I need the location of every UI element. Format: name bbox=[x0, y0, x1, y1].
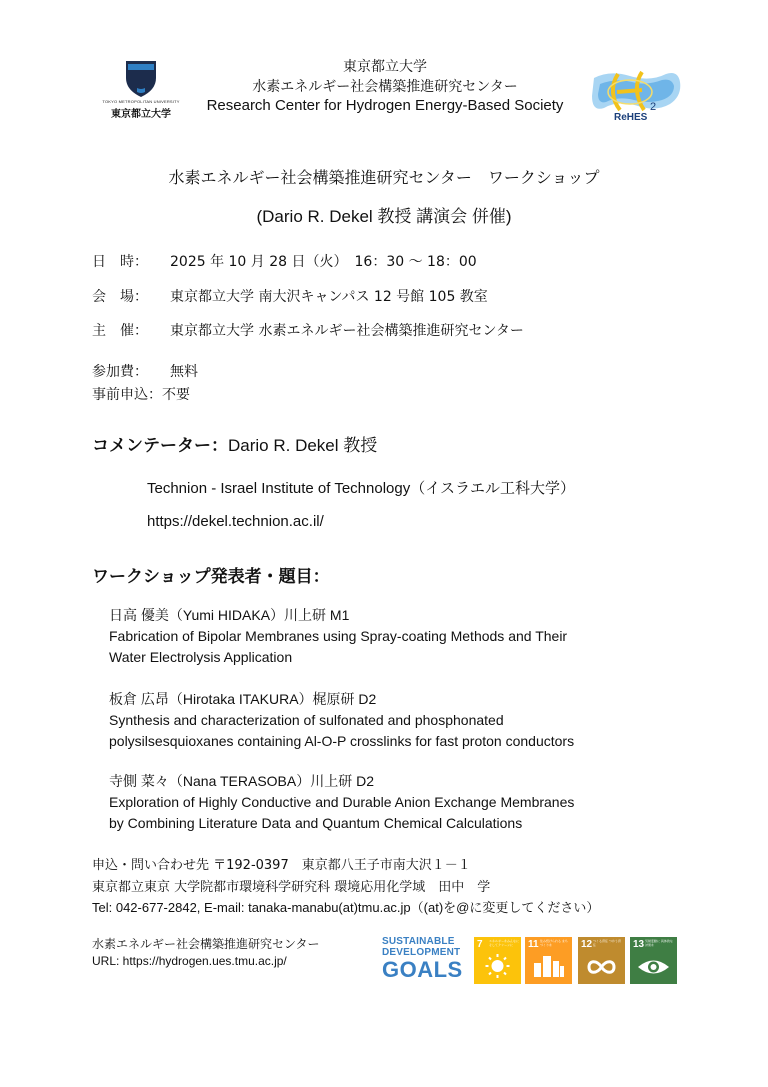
university-shield-icon bbox=[123, 58, 159, 98]
sdg-goal-7 bbox=[474, 937, 521, 984]
org-line-center-en: Research Center for Hydrogen Energy-Based Society bbox=[206, 97, 564, 114]
fee-value: 無料 bbox=[170, 364, 198, 380]
registration-label: 事前申込： bbox=[92, 387, 162, 403]
commentator-heading-label: コメンテーター： bbox=[92, 436, 228, 456]
commentator-heading bbox=[92, 431, 377, 456]
presenter-item bbox=[109, 771, 574, 834]
footer-url[interactable]: URL: https://hydrogen.ues.tmu.ac.jp/ bbox=[92, 954, 287, 968]
contact-department: 東京都立東京 大学院都市環境科学研究科 環境応用化学域 田中 学 bbox=[92, 880, 491, 895]
contact-address: 申込・問い合わせ先 〒192-0397 東京都八王子市南大沢１－１ bbox=[92, 858, 471, 873]
presenter-name: 板倉 広昂（Hirotaka ITAKURA）梶原研 D2 bbox=[109, 691, 377, 707]
host-value: 東京都立大学 水素エネルギー社会構築推進研究センター bbox=[170, 323, 524, 339]
sdg-goal-11 bbox=[525, 937, 572, 984]
svg-text:2: 2 bbox=[650, 101, 657, 113]
info-row-date bbox=[92, 252, 477, 272]
presenter-name: 寺側 菜々（Nana TERASOBA）川上研 D2 bbox=[109, 773, 375, 789]
presentation-title-line: Exploration of Highly Conductive and Durable Anion Exchange Membranes bbox=[109, 794, 575, 810]
footer-center-name: 水素エネルギー社会構築推進研究センター bbox=[92, 937, 320, 951]
presenter-name: 日高 優美（Yumi HIDAKA）川上研 M1 bbox=[109, 607, 350, 623]
sdg-goal-12 bbox=[578, 937, 625, 984]
sdg-number: 13 bbox=[633, 939, 645, 950]
university-name-ja: 東京都立大学 bbox=[111, 109, 171, 120]
registration-value: 不要 bbox=[162, 387, 190, 403]
sdg-number: 12 bbox=[581, 939, 593, 950]
presentation-title-line: by Combining Literature Data and Quantum Chemical Calculations bbox=[109, 815, 523, 831]
sdgs-word-sustainable: SUSTAINABLE bbox=[382, 936, 455, 947]
presenter-item bbox=[109, 605, 567, 668]
commentator-name: Dario R. Dekel 教授 bbox=[228, 436, 378, 455]
sdgs-word-goals: GOALS bbox=[382, 957, 463, 982]
sdg-goal-13 bbox=[630, 937, 677, 984]
contact-tel-email: Tel: 042-677-2842, E-mail: tanaka-manabu(at)tmu.ac.jp（(at)を@に変更してください） bbox=[92, 900, 600, 915]
info-row-registration bbox=[92, 385, 190, 405]
workshop-heading: ワークショップ発表者・題目： bbox=[92, 567, 330, 587]
presentation-title-line: Water Electrolysis Application bbox=[109, 649, 293, 665]
sdg-number: 11 bbox=[528, 939, 539, 950]
org-line-university: 東京都立大学 bbox=[343, 59, 427, 75]
sdg-number: 7 bbox=[477, 939, 483, 950]
workshop-subtitle: (Dario R. Dekel 教授 講演会 併催) bbox=[256, 207, 512, 226]
sdgs-wordmark bbox=[382, 936, 474, 984]
info-row-fee bbox=[92, 362, 198, 382]
sdg-caption: エネルギーをみんなに そしてクリーンに bbox=[489, 939, 520, 947]
sdgs-word-development: DEVELOPMENT bbox=[382, 947, 461, 958]
sdg-caption: 気候変動に 具体的な対策を bbox=[645, 939, 673, 947]
presentation-title-line: Fabrication of Bipolar Membranes using Spray-coating Methods and Their bbox=[109, 628, 568, 644]
date-value: 2025 年 10 月 28 日（火） 16：30 ～ 18：00 bbox=[170, 254, 477, 270]
presentation-title-line: polysilsesquioxanes containing Al-O-P crosslinks for fast proton conductors bbox=[109, 733, 575, 749]
fee-label: 参加費： bbox=[92, 364, 148, 380]
commentator-affiliation: Technion - Israel Institute of Technology（イスラエル工科大学） bbox=[147, 480, 576, 497]
info-row-venue bbox=[92, 287, 488, 307]
commentator-url[interactable]: https://dekel.technion.ac.il/ bbox=[147, 513, 324, 530]
university-name-en: TOKYO METROPOLITAN UNIVERSITY bbox=[102, 99, 180, 104]
rehes-logo bbox=[590, 70, 682, 126]
workshop-title: 水素エネルギー社会構築推進研究センター ワークショップ bbox=[168, 168, 600, 187]
rehes-label: ReHES bbox=[614, 112, 648, 123]
host-label: 主 催： bbox=[92, 323, 148, 339]
presentation-title-line: Synthesis and characterization of sulfonated and phosphonated bbox=[109, 712, 504, 728]
date-label: 日 時： bbox=[92, 254, 148, 270]
sdg-caption: つくる責任 つかう責任 bbox=[593, 939, 621, 947]
presenter-item bbox=[109, 689, 574, 752]
org-line-center-ja: 水素エネルギー社会構築推進研究センター bbox=[252, 79, 518, 95]
hydrogen-h2-icon bbox=[590, 70, 682, 114]
university-logo bbox=[95, 58, 187, 126]
info-row-host bbox=[92, 321, 524, 341]
venue-value: 東京都立大学 南大沢キャンパス 12 号館 105 教室 bbox=[170, 289, 488, 305]
sdg-caption: 住み続けられる まちづくりを bbox=[540, 939, 568, 947]
venue-label: 会 場： bbox=[92, 289, 148, 305]
